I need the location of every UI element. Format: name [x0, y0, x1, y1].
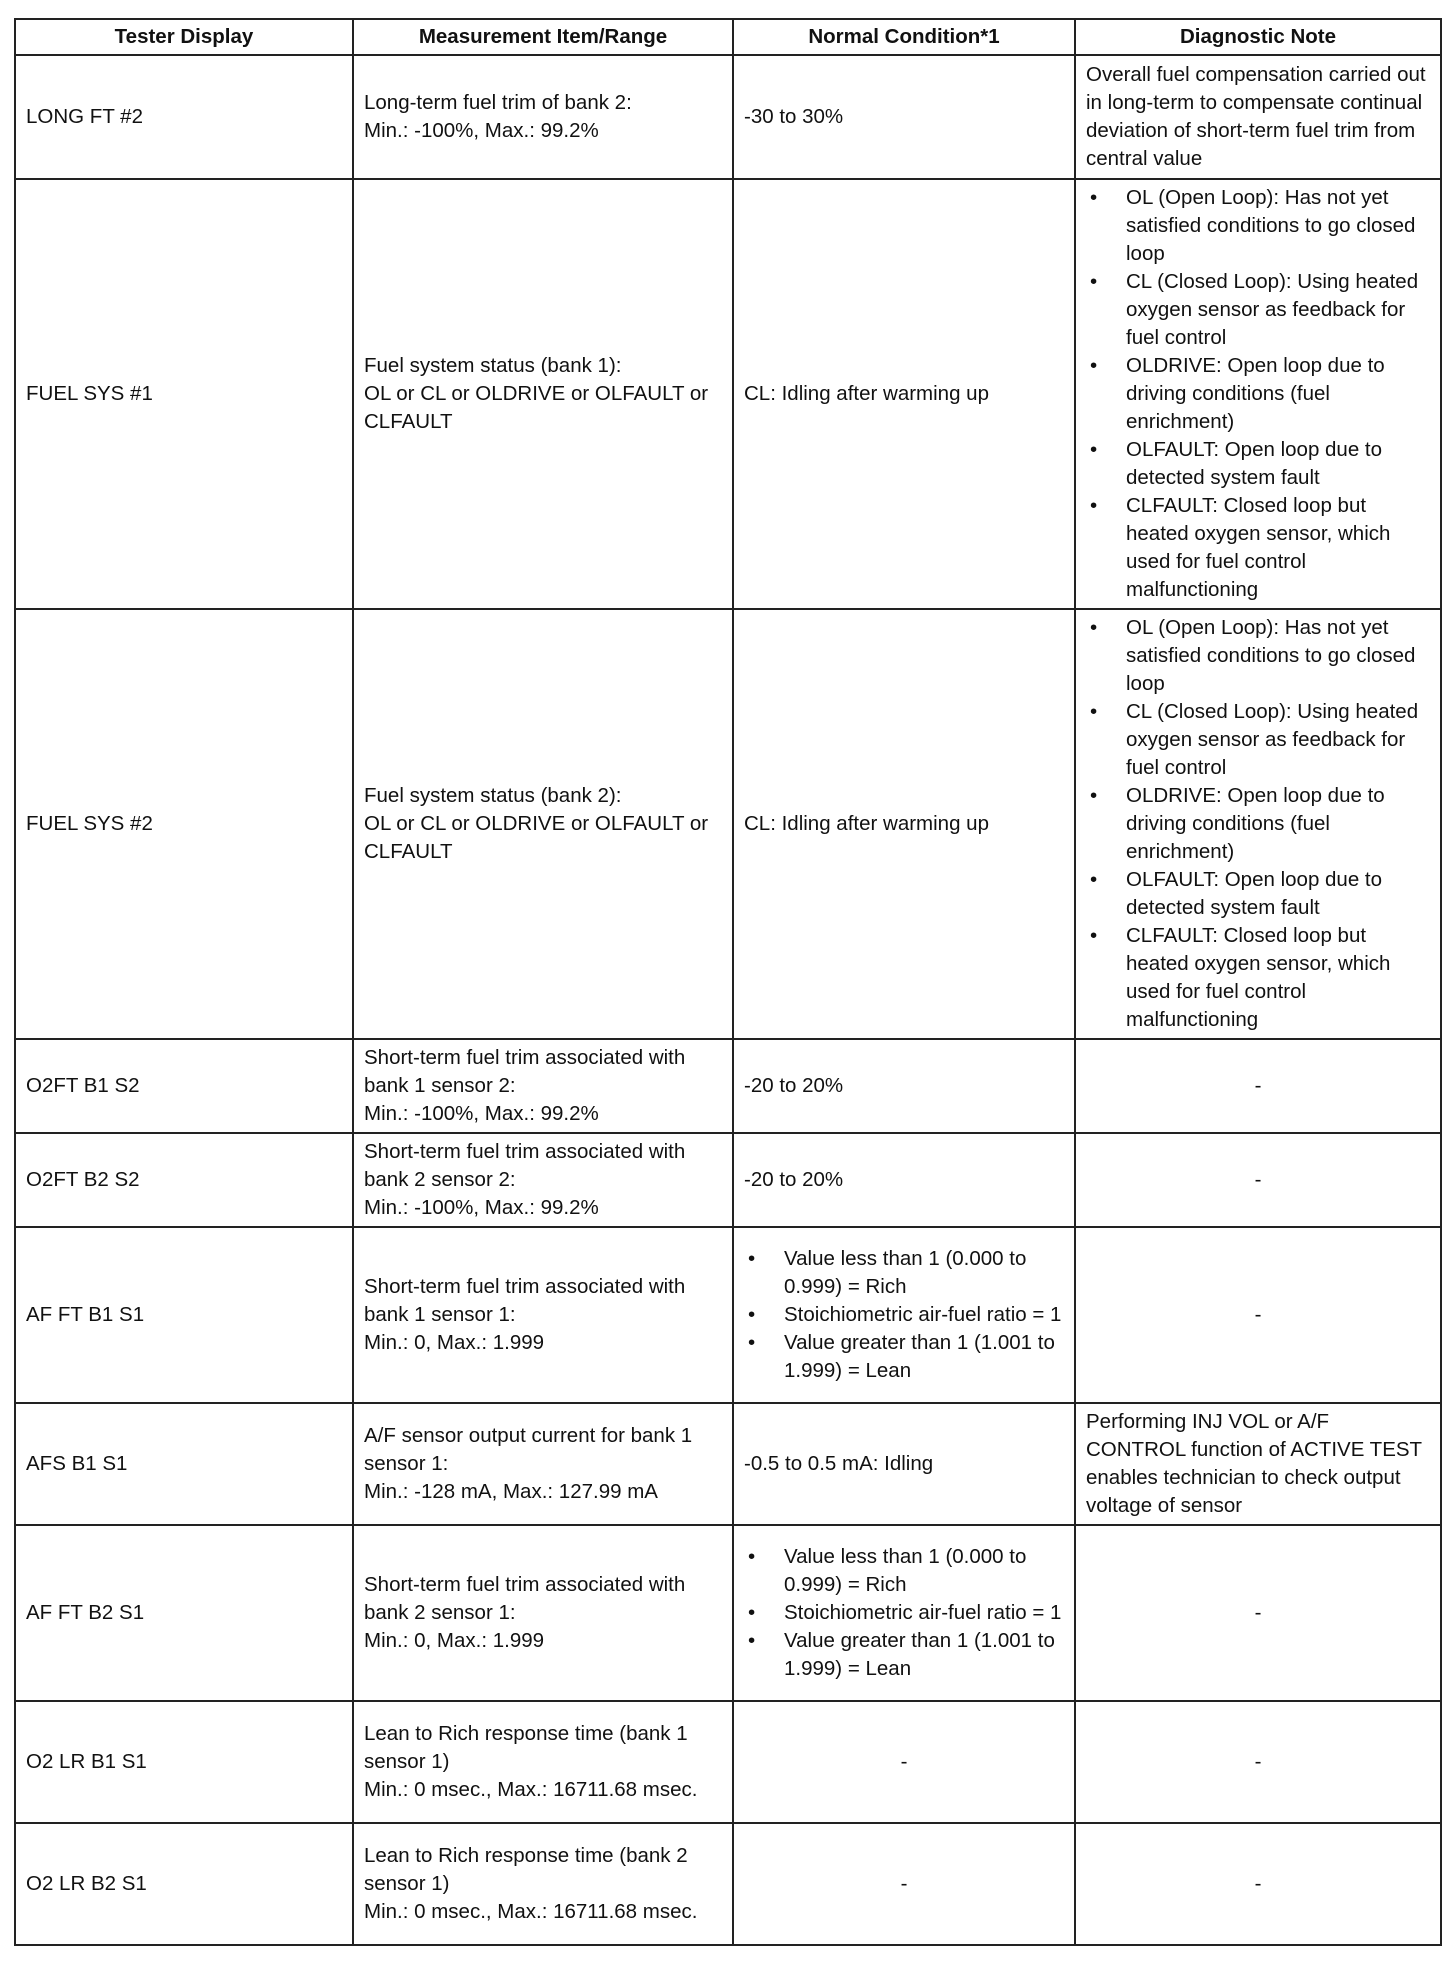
cell-normal-condition: CL: Idling after warming up [733, 179, 1075, 609]
cell-normal-condition [733, 1227, 1075, 1403]
measurement-line: Short-term fuel trim associated with bank 2 sensor 1: [364, 1573, 686, 1624]
cell-tester-display: FUEL SYS #2 [15, 609, 353, 1039]
measurement-line: Min.: 0 msec., Max.: 16711.68 msec. [364, 1778, 698, 1801]
cell-measurement [353, 1133, 733, 1227]
cell-normal-condition: -30 to 30% [733, 55, 1075, 179]
bullet-item: • CLFAULT: Closed loop but heated oxygen sensor, which used for fuel control malfunctioning [1086, 492, 1430, 604]
bullet-item: • CL (Closed Loop): Using heated oxygen sensor as feedback for fuel control [1086, 698, 1430, 782]
bullet-item: • Value less than 1 (0.000 to 0.999) = Rich [744, 1543, 1064, 1599]
document-page [14, 18, 1440, 1946]
cell-measurement [353, 1403, 733, 1525]
table-row [15, 1039, 1441, 1133]
cell-measurement [353, 179, 733, 609]
bullet-item: • OL (Open Loop): Has not yet satisfied conditions to go closed loop [1086, 184, 1430, 268]
cell-normal-condition: - [733, 1701, 1075, 1823]
cell-tester-display: O2 LR B1 S1 [15, 1701, 353, 1823]
cell-normal-condition: -20 to 20% [733, 1039, 1075, 1133]
cell-diagnostic-note: - [1075, 1823, 1441, 1945]
measurement-line: Min.: 0, Max.: 1.999 [364, 1629, 545, 1652]
table-row [15, 1403, 1441, 1525]
data-list-table [14, 18, 1442, 1946]
bullet-item: • CL (Closed Loop): Using heated oxygen sensor as feedback for fuel control [1086, 268, 1430, 352]
cell-tester-display: O2FT B1 S2 [15, 1039, 353, 1133]
cell-tester-display: O2 LR B2 S1 [15, 1823, 353, 1945]
measurement-line: Min.: -100%, Max.: 99.2% [364, 119, 599, 142]
table-row [15, 1133, 1441, 1227]
cell-tester-display: O2FT B2 S2 [15, 1133, 353, 1227]
header-normal-condition: Normal Condition*1 [733, 19, 1075, 55]
bullet-item: • Value less than 1 (0.000 to 0.999) = Rich [744, 1245, 1064, 1301]
cell-measurement [353, 609, 733, 1039]
cell-diagnostic-note: - [1075, 1133, 1441, 1227]
cell-normal-condition: -0.5 to 0.5 mA: Idling [733, 1403, 1075, 1525]
table-row [15, 1701, 1441, 1823]
cell-tester-display: AF FT B1 S1 [15, 1227, 353, 1403]
measurement-line: Fuel system status (bank 1): [364, 354, 622, 377]
measurement-line: Fuel system status (bank 2): [364, 784, 622, 807]
cell-tester-display: AF FT B2 S1 [15, 1525, 353, 1701]
cell-tester-display: LONG FT #2 [15, 55, 353, 179]
bullet-item: • Value greater than 1 (1.001 to 1.999) = Lean [744, 1329, 1064, 1385]
table-row [15, 179, 1441, 609]
cell-diagnostic-note: Overall fuel compensation carried out in long-term to compensate continual deviation of short-term fuel trim from central value [1075, 55, 1441, 179]
measurement-line: Lean to Rich response time (bank 2 sensor 1) [364, 1844, 688, 1895]
table-row [15, 55, 1441, 179]
cell-measurement [353, 1039, 733, 1133]
table-header-row [15, 19, 1441, 55]
cell-normal-condition: - [733, 1823, 1075, 1945]
header-tester-display: Tester Display [15, 19, 353, 55]
measurement-line: OL or CL or OLDRIVE or OLFAULT or CLFAULT [364, 382, 709, 433]
cell-diagnostic-note [1075, 179, 1441, 609]
cell-measurement [353, 1823, 733, 1945]
normal-bullet-list [744, 1245, 1064, 1385]
table-row [15, 1823, 1441, 1945]
cell-measurement [353, 1227, 733, 1403]
cell-normal-condition: CL: Idling after warming up [733, 609, 1075, 1039]
bullet-item: • OLDRIVE: Open loop due to driving conditions (fuel enrichment) [1086, 352, 1430, 436]
table-row [15, 1227, 1441, 1403]
cell-tester-display: FUEL SYS #1 [15, 179, 353, 609]
header-diagnostic-note: Diagnostic Note [1075, 19, 1441, 55]
cell-measurement [353, 1701, 733, 1823]
measurement-line: Lean to Rich response time (bank 1 sensor 1) [364, 1722, 688, 1773]
measurement-line: Min.: -100%, Max.: 99.2% [364, 1102, 599, 1125]
cell-measurement [353, 1525, 733, 1701]
cell-diagnostic-note: - [1075, 1227, 1441, 1403]
cell-diagnostic-note: - [1075, 1701, 1441, 1823]
measurement-line: Short-term fuel trim associated with bank 1 sensor 2: [364, 1046, 686, 1097]
cell-diagnostic-note [1075, 609, 1441, 1039]
bullet-item: • Stoichiometric air-fuel ratio = 1 [744, 1599, 1064, 1627]
bullet-item: • Stoichiometric air-fuel ratio = 1 [744, 1301, 1064, 1329]
normal-bullet-list [744, 1543, 1064, 1683]
bullet-item: • CLFAULT: Closed loop but heated oxygen sensor, which used for fuel control malfunctioning [1086, 922, 1430, 1034]
bullet-item: • OLFAULT: Open loop due to detected system fault [1086, 436, 1430, 492]
table-row [15, 609, 1441, 1039]
cell-normal-condition: -20 to 20% [733, 1133, 1075, 1227]
measurement-line: A/F sensor output current for bank 1 sensor 1: [364, 1424, 693, 1475]
note-bullet-list [1086, 184, 1430, 604]
cell-tester-display: AFS B1 S1 [15, 1403, 353, 1525]
bullet-item: • OL (Open Loop): Has not yet satisfied conditions to go closed loop [1086, 614, 1430, 698]
cell-diagnostic-note: - [1075, 1525, 1441, 1701]
cell-measurement [353, 55, 733, 179]
cell-diagnostic-note: Performing INJ VOL or A/F CONTROL function of ACTIVE TEST enables technician to check output voltage of sensor [1075, 1403, 1441, 1525]
note-bullet-list [1086, 614, 1430, 1034]
header-measurement-item: Measurement Item/Range [353, 19, 733, 55]
bullet-item: • OLDRIVE: Open loop due to driving conditions (fuel enrichment) [1086, 782, 1430, 866]
table-row [15, 1525, 1441, 1701]
bullet-item: • OLFAULT: Open loop due to detected system fault [1086, 866, 1430, 922]
bullet-item: • Value greater than 1 (1.001 to 1.999) = Lean [744, 1627, 1064, 1683]
measurement-line: Min.: 0 msec., Max.: 16711.68 msec. [364, 1900, 698, 1923]
measurement-line: Short-term fuel trim associated with bank 2 sensor 2: [364, 1140, 686, 1191]
measurement-line: OL or CL or OLDRIVE or OLFAULT or CLFAULT [364, 812, 709, 863]
measurement-line: Min.: 0, Max.: 1.999 [364, 1331, 545, 1354]
measurement-line: Short-term fuel trim associated with bank 1 sensor 1: [364, 1275, 686, 1326]
cell-normal-condition [733, 1525, 1075, 1701]
measurement-line: Min.: -128 mA, Max.: 127.99 mA [364, 1480, 658, 1503]
measurement-line: Min.: -100%, Max.: 99.2% [364, 1196, 599, 1219]
cell-diagnostic-note: - [1075, 1039, 1441, 1133]
measurement-line: Long-term fuel trim of bank 2: [364, 91, 632, 114]
